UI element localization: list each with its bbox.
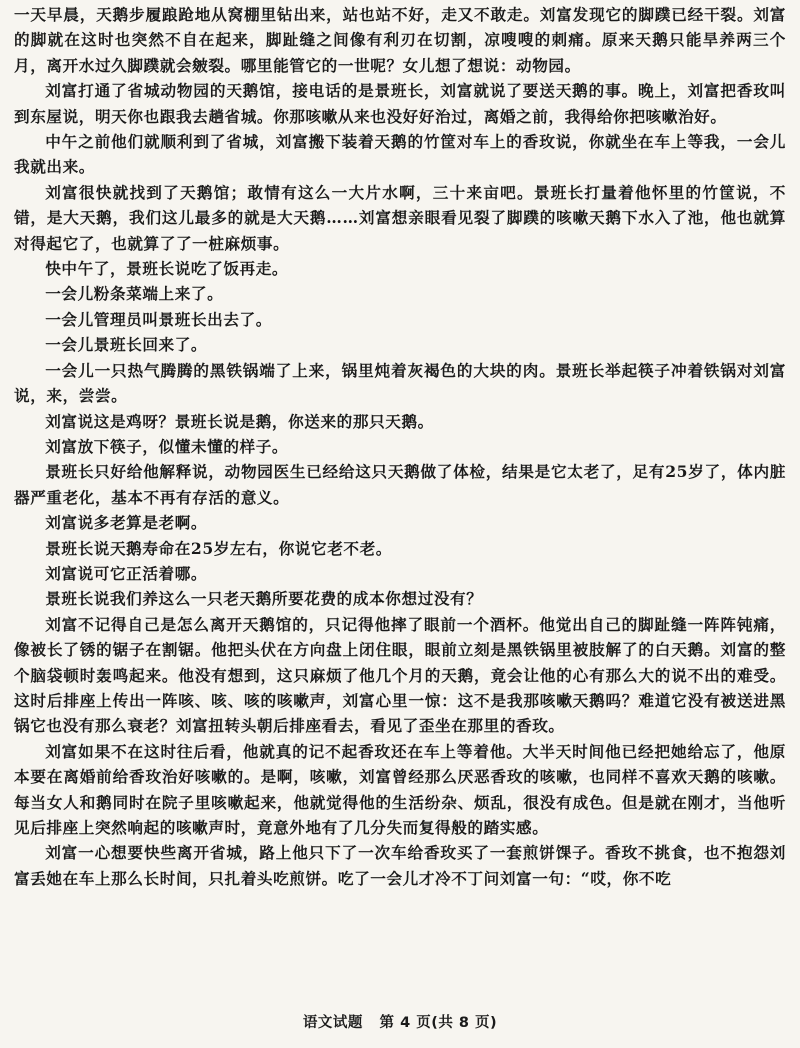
reading-passage bbox=[14, 2, 786, 891]
footer-page-number: 第 4 页(共 8 页) bbox=[379, 1015, 498, 1031]
paragraph: 景班长只好给他解释说，动物园医生已经给这只天鹅做了体检，结果是它太老了，足有25岁了，体内脏器严重老化，基本不再有存活的意义。 bbox=[14, 462, 786, 507]
paragraph: 中午之前他们就顺利到了省城，刘富搬下装着天鹅的竹筐对车上的香玫说，你就坐在车上等我，一会儿我就出来。 bbox=[14, 132, 786, 177]
page-footer bbox=[0, 1011, 800, 1032]
paragraph: 刘富很快就找到了天鹅馆；敢情有这么一大片水啊，三十来亩吧。景班长打量着他怀里的竹筐说，不错，是大天鹅，我们这儿最多的就是大天鹅……刘富想亲眼看见裂了脚蹼的咳嗽天鹅下水入了池，他也就算对得起它了，也就算了了一桩麻烦事。 bbox=[14, 182, 786, 253]
paragraph: 刘富放下筷子，似懂未懂的样子。 bbox=[45, 436, 289, 456]
paragraph: 一会儿粉条菜端上来了。 bbox=[45, 284, 224, 304]
paragraph: 刘富打通了省城动物园的天鹅馆，接电话的是景班长，刘富就说了要送天鹅的事。晚上，刘富把香玫叫到东屋说，明天你也跟我去趟省城。你那咳嗽从来也没好好治过，离婚之前，我得给你把咳嗽治好。 bbox=[14, 81, 786, 126]
paragraph: 刘富说可它正活着哪。 bbox=[45, 563, 208, 583]
paragraph: 景班长说天鹅寿命在25岁左右，你说它老不老。 bbox=[45, 538, 392, 558]
paragraph: 一会儿一只热气腾腾的黑铁锅端了上来，锅里炖着灰褐色的大块的肉。景班长举起筷子冲着铁锅对刘富说，来，尝尝。 bbox=[14, 360, 786, 406]
paragraph: 一会儿景班长回来了。 bbox=[45, 335, 208, 355]
paragraph: 一会儿管理员叫景班长出去了。 bbox=[45, 309, 272, 329]
paragraph: 刘富不记得自己是怎么离开天鹅馆的，只记得他摔了眼前一个酒杯。他觉出自己的脚趾缝一阵阵钝痛，像被长了锈的锯子在割锯。他把头伏在方向盘上闭住眼，眼前立刻是黑铁锅里被肢解了的白天鹅。刘富的整个脑袋顿时轰鸣起来。他没有想到，这只麻烦了他几个月的天鹅，竟会让他的心有那么大的说不出的难受。这时后排座上传出一阵咳、咳、咳的咳嗽声，刘富心里一惊：这不是我那咳嗽天鹅吗？难道它没有被送进黑锅它也没有那么衰老？刘富扭转头朝后排座看去，看见了歪坐在那里的香玫。 bbox=[14, 614, 786, 736]
paragraph: 刘富如果不在这时往后看，他就真的记不起香玫还在车上等着他。大半天时间他已经把她给忘了，他原本要在离婚前给香玫治好咳嗽的。是啊，咳嗽，刘富曾经那么厌恶香玫的咳嗽，也同样不喜欢天鹅的咳嗽。每当女人和鹅同时在院子里咳嗽起来，他就觉得他的生活纷杂、烦乱，很没有成色。但是就在刚才，当他听见后排座上突然响起的咳嗽声时，竟意外地有了几分失而复得般的踏实感。 bbox=[14, 741, 786, 837]
paragraph: 一天早晨，天鹅步履踉跄地从窝棚里钻出来，站也站不好，走又不敢走。刘富发现它的脚蹼已经干裂。刘富的脚就在这时也突然不自在起来，脚趾缝之间像有利刃在切割，凉嗖嗖的刺痛。原来天鹅只能旱养两三个月，离开水过久脚蹼就会皴裂。哪里能管它的一世呢？女儿想了想说：动物园。 bbox=[14, 5, 786, 75]
paragraph: 刘富说多老算是老啊。 bbox=[45, 513, 208, 533]
footer-subject: 语文试题 bbox=[302, 1015, 363, 1031]
paragraph: 景班长说我们养这么一只老天鹅所要花费的成本你想过没有？ bbox=[45, 589, 483, 609]
paragraph: 刘富一心想要快些离开省城，路上他只下了一次车给香玫买了一套煎饼馃子。香玫不挑食，也不抱怨刘富丢她在车上那么长时间，只扎着头吃煎饼。吃了一会儿才冷不丁问刘富一句：“哎，你不吃 bbox=[14, 843, 786, 888]
paragraph: 刘富说这是鸡呀？景班长说是鹅，你送来的那只天鹅。 bbox=[45, 411, 434, 431]
paragraph: 快中午了，景班长说吃了饭再走。 bbox=[45, 259, 289, 279]
